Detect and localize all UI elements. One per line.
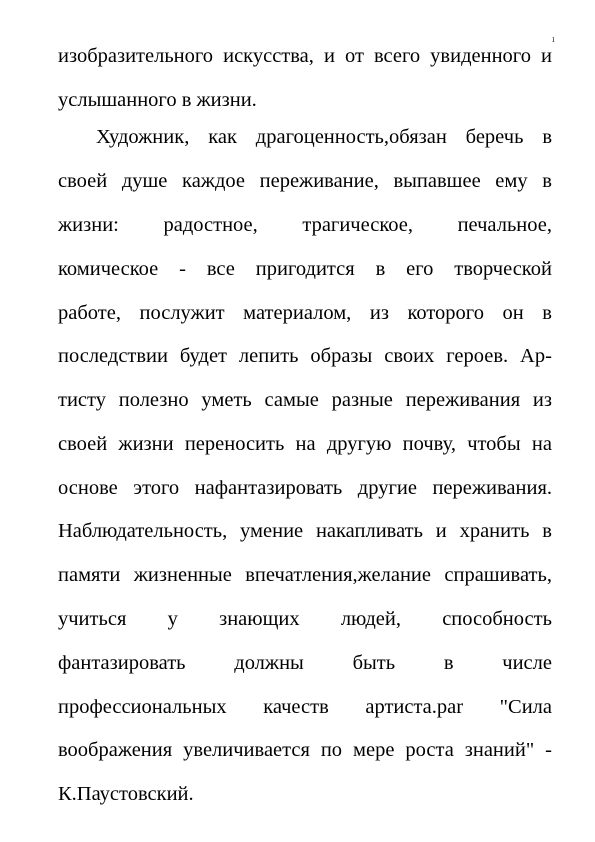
word: жизненные <box>133 564 232 586</box>
word: в <box>443 652 454 674</box>
word: своей <box>58 170 108 192</box>
word: послужит <box>139 302 225 324</box>
text-line <box>58 517 552 545</box>
word: из <box>532 389 552 411</box>
word: беречь <box>465 126 524 148</box>
text-line <box>58 299 552 327</box>
word: все <box>206 258 235 280</box>
word: полезно <box>118 389 189 411</box>
word: в <box>542 170 552 192</box>
word: каждое <box>182 170 245 192</box>
word: разные <box>331 389 393 411</box>
text-line <box>58 649 552 677</box>
word: учиться <box>58 608 127 630</box>
word: по <box>320 739 343 761</box>
word: Наблюдательность, <box>58 520 228 542</box>
text-line <box>58 474 552 502</box>
word: радостное, <box>163 214 258 236</box>
word: будет <box>179 345 228 367</box>
text-line <box>58 255 552 283</box>
word: в <box>542 520 552 542</box>
word: героев. <box>446 345 509 367</box>
word: Художник, <box>96 126 190 148</box>
word: быть <box>352 652 396 674</box>
word: ему <box>495 170 528 192</box>
word: переживания. <box>432 477 552 499</box>
text-line <box>58 605 552 633</box>
word: впечатления,желание <box>245 564 432 586</box>
word: переносить <box>184 433 285 455</box>
page-number: 1 <box>551 36 555 44</box>
word: умение <box>240 520 304 542</box>
word: творческой <box>454 258 552 280</box>
word: изобразительного <box>58 45 214 67</box>
word: его <box>406 258 434 280</box>
text-line <box>58 693 552 721</box>
word: от <box>344 45 364 67</box>
word: трагическое, <box>302 214 413 236</box>
text-line <box>58 211 552 239</box>
word: основе <box>58 477 118 499</box>
text-line <box>96 123 552 151</box>
word: в <box>542 126 552 148</box>
word: лепить <box>238 345 299 367</box>
word: Ар- <box>520 345 552 367</box>
word: комическое <box>58 258 159 280</box>
word: другую <box>326 433 392 455</box>
word: образы <box>310 345 373 367</box>
text-line <box>58 167 552 195</box>
word: почву, <box>402 433 456 455</box>
word: другие <box>357 477 417 499</box>
word: драгоценность,обязан <box>255 126 447 148</box>
word: в <box>542 302 552 324</box>
word: - <box>179 258 186 280</box>
word: людей, <box>340 608 401 630</box>
word: фантазировать <box>58 652 186 674</box>
word: пригодится <box>255 258 355 280</box>
word: знающих <box>219 608 300 630</box>
word: качеств <box>263 696 329 718</box>
word: способность <box>442 608 552 630</box>
word: - <box>545 739 552 761</box>
word: услышанного в жизни. <box>58 89 257 111</box>
word: увеличивается <box>183 739 310 761</box>
word: артиста.par <box>365 696 464 718</box>
word: жизни <box>118 433 174 455</box>
word: профессиональных <box>58 696 227 718</box>
text-line <box>58 430 552 458</box>
word: и <box>435 520 447 542</box>
word: своих <box>384 345 435 367</box>
word: он <box>502 302 524 324</box>
word: увиденного <box>430 45 531 67</box>
word: переживание, <box>259 170 379 192</box>
word: у <box>167 608 178 630</box>
word: роста <box>405 739 454 761</box>
word: как <box>208 126 237 148</box>
word: выпавшее <box>393 170 481 192</box>
word: искусства, <box>223 45 314 67</box>
word: и <box>541 45 552 67</box>
word: должны <box>234 652 304 674</box>
text-line <box>58 736 552 764</box>
text-line <box>58 42 552 70</box>
word: уметь <box>201 389 252 411</box>
word: печальное, <box>457 214 552 236</box>
text-line <box>58 342 552 370</box>
word: мере <box>353 739 395 761</box>
text-line <box>58 561 552 589</box>
word: К.Паустовский. <box>58 783 194 805</box>
word: чтобы <box>467 433 521 455</box>
word: переживания <box>405 389 521 411</box>
word: числе <box>502 652 552 674</box>
word: этого <box>133 477 180 499</box>
word: хранить <box>459 520 530 542</box>
word: из <box>369 302 389 324</box>
word: накапливать <box>315 520 423 542</box>
word: нафантазировать <box>194 477 343 499</box>
word: знаний" <box>464 739 535 761</box>
word: на <box>531 433 552 455</box>
word: своей <box>58 433 108 455</box>
word: воображения <box>58 739 173 761</box>
word: спрашивать, <box>444 564 552 586</box>
word: и <box>323 45 335 67</box>
word: в <box>375 258 386 280</box>
word: материалом, <box>243 302 352 324</box>
word: всего <box>373 45 421 67</box>
word: памяти <box>58 564 121 586</box>
word: душе <box>121 170 168 192</box>
word: тисту <box>58 389 106 411</box>
word: самые <box>264 389 319 411</box>
word: на <box>295 433 316 455</box>
word: последствии <box>58 345 168 367</box>
text-line <box>58 780 552 808</box>
word: которого <box>407 302 484 324</box>
word: "Сила <box>499 696 552 718</box>
text-line <box>58 386 552 414</box>
word: работе, <box>58 302 121 324</box>
word: жизни: <box>58 214 119 236</box>
text-line <box>58 86 552 114</box>
